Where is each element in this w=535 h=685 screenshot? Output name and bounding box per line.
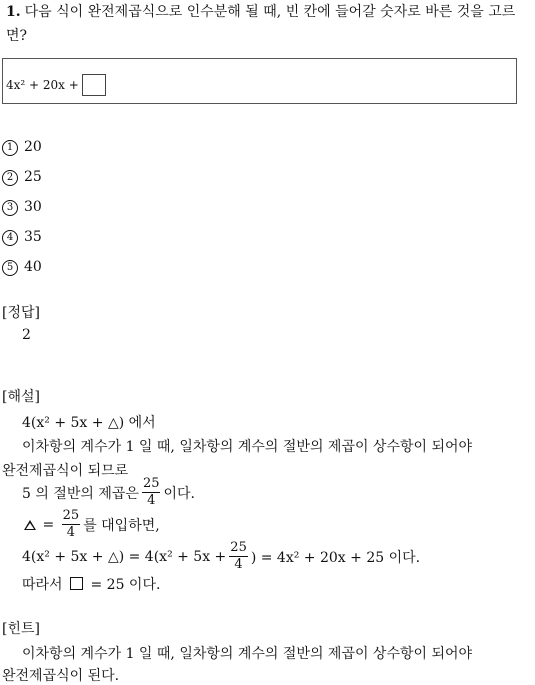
explanation-line-3: 완전제곱식이 되므로 (2, 463, 129, 479)
choice-value: 40 (24, 259, 42, 275)
explanation-line-7 (22, 574, 160, 594)
choice-2[interactable] (2, 169, 42, 186)
explanation-line-5: = $\frac{25}{4}$ 를 대입하면, (22, 508, 160, 541)
triangle-symbol (24, 520, 36, 530)
explanation-line-4 (22, 476, 195, 509)
explanation-prefix-4: 5 의 절반의 제곱은 (22, 485, 139, 502)
question-number: 1. (6, 4, 21, 20)
choice-value: 30 (24, 199, 42, 215)
choice-mark: 2 (2, 170, 18, 186)
explanation-suffix-1: 에서 (128, 415, 156, 431)
choice-3[interactable] (2, 199, 42, 216)
choice-value: 20 (24, 139, 42, 155)
choice-mark: 4 (2, 230, 18, 246)
fraction-denominator: 4 (234, 557, 243, 572)
fraction-numerator: 25 (62, 508, 80, 523)
fraction-numerator: 25 (230, 540, 247, 555)
explanation-line-6 (22, 540, 420, 573)
choice-mark: 5 (2, 260, 18, 276)
fraction-numerator: 25 (142, 476, 160, 491)
choice-1[interactable] (2, 139, 42, 156)
explanation-suffix-4: 이다. (163, 485, 195, 502)
choice-value: 25 (24, 169, 42, 185)
answer-heading: [정답] (2, 305, 40, 321)
explanation-suffix-5: 를 대입하면, (83, 517, 160, 534)
choice-mark: 1 (2, 140, 18, 156)
question-text (6, 0, 528, 48)
answer-value: 2 (22, 327, 31, 343)
blank-box (82, 74, 106, 96)
fraction-denominator: 4 (147, 493, 156, 508)
fraction (142, 476, 161, 509)
explanation-left-6: 4(x² + 5x + △) = 4(x² + 5x + (22, 548, 227, 565)
square-symbol (70, 577, 83, 590)
hint-heading: [힌트] (2, 621, 40, 637)
explanation-expr-1: 4(x² + 5x + △) (22, 415, 125, 431)
choice-value: 35 (24, 229, 42, 245)
explanation-line-2: 이차항의 계수가 1 일 때, 일차항의 계수의 절반의 제곱이 상수항이 되어야 (22, 439, 473, 455)
question-body: 다음 식이 완전제곱식으로 인수분해 될 때, 빈 칸에 들어갈 숫자로 바른 것을 고르면? (6, 4, 516, 44)
choice-5[interactable] (2, 259, 42, 276)
explanation-line-1 (22, 412, 156, 432)
explanation-prefix-7: 따라서 (22, 577, 63, 593)
hint-line-2: 완전제곱식이 된다. (2, 668, 120, 684)
choice-mark: 3 (2, 200, 18, 216)
hint-line-1: 이차항의 계수가 1 일 때, 일차항의 계수의 절반의 제곱이 상수항이 되어야 (22, 646, 473, 662)
explanation-right-6: ) = 4x² + 20x + 25 이다. (250, 549, 421, 566)
fraction (62, 508, 81, 541)
choice-4[interactable] (2, 229, 42, 246)
explanation-suffix-7: = 25 이다. (90, 577, 161, 593)
fraction-denominator: 4 (66, 525, 76, 540)
expression (6, 74, 106, 96)
expression-text: 4x² + 20x + (6, 78, 79, 92)
fraction (229, 540, 248, 573)
explanation-heading: [해설] (2, 389, 40, 405)
